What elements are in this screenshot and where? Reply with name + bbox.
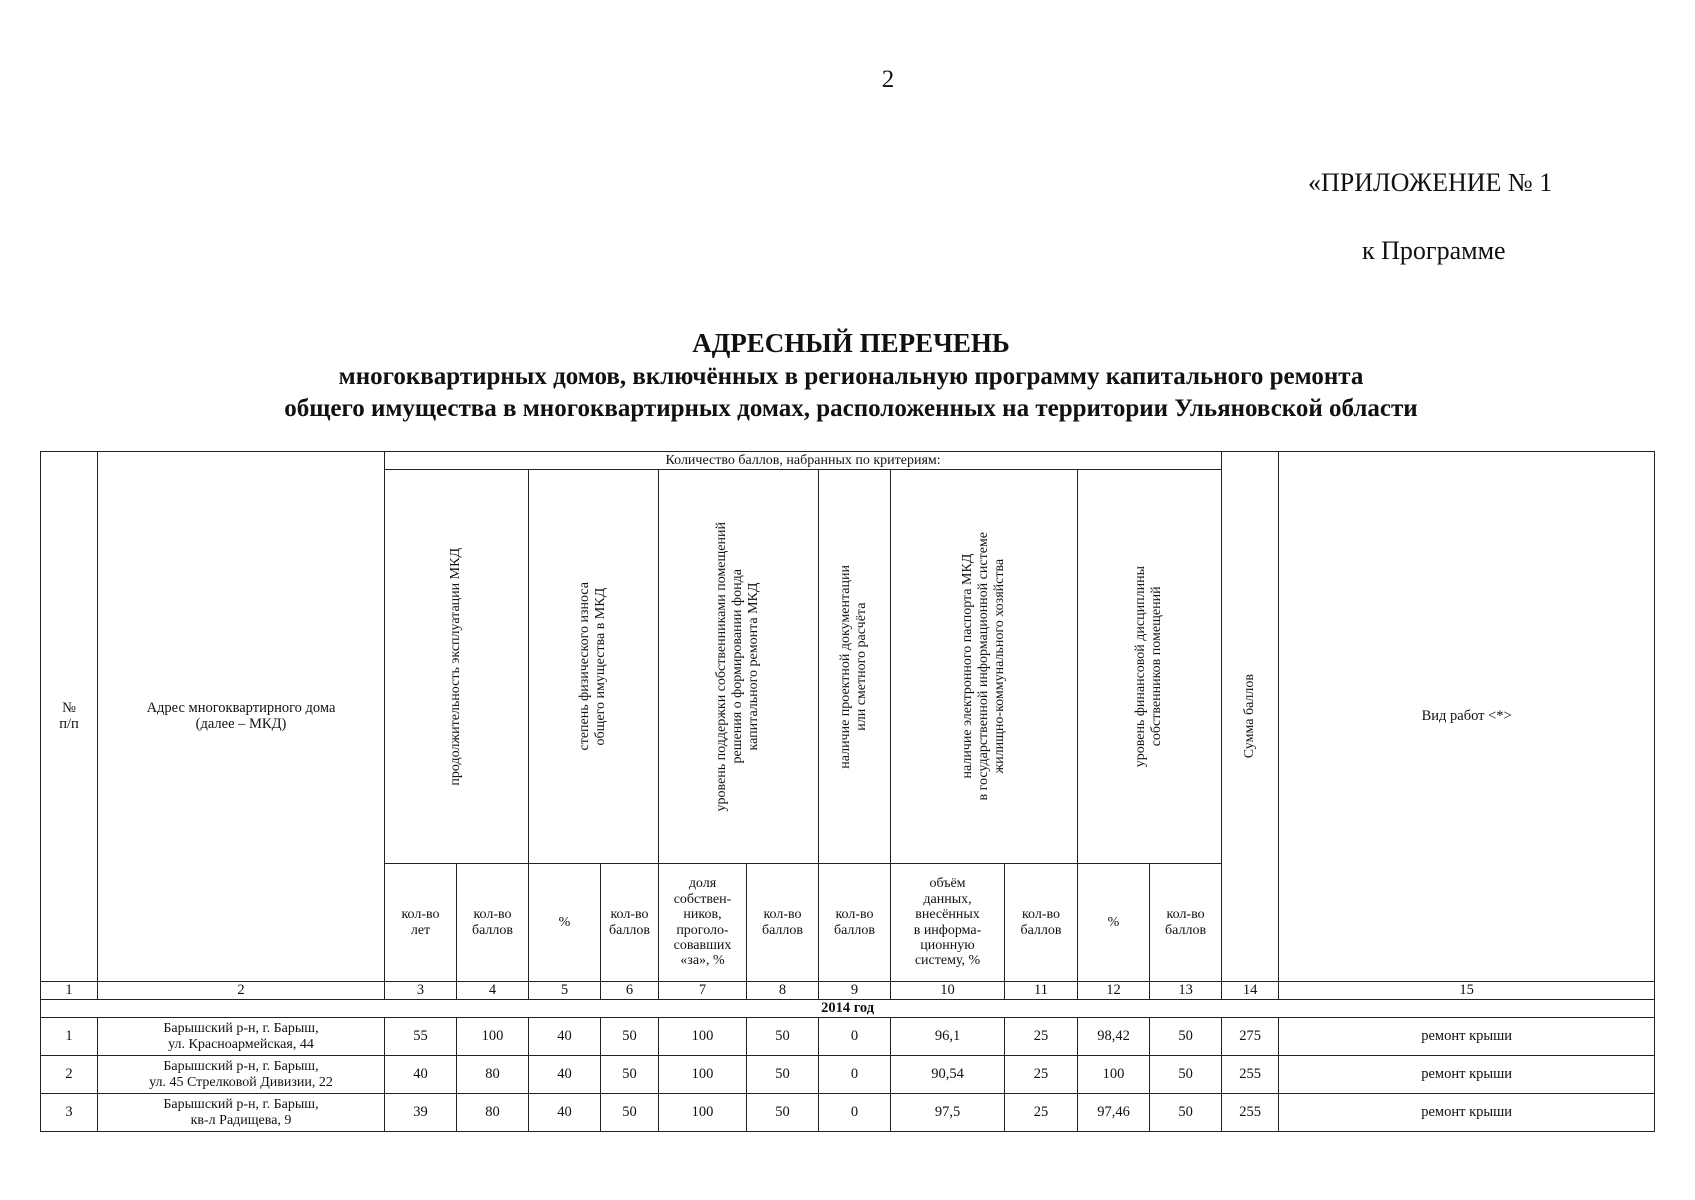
cell-passport-score: 25	[1005, 1018, 1078, 1056]
cell-wear-score: 50	[601, 1094, 659, 1132]
row-number: 1	[41, 1018, 98, 1056]
header-sum	[1222, 452, 1279, 982]
sub-header: %	[1078, 864, 1150, 982]
cell-owners-percent: 100	[659, 1018, 747, 1056]
cell-docs-score: 0	[819, 1018, 891, 1056]
cell-discipline-percent: 98,42	[1078, 1018, 1150, 1056]
cell-work-type: ремонт крыши	[1279, 1094, 1655, 1132]
row-address: Барышский р-н, г. Барыш, ул. 45 Стрелковой Дивизии, 22	[98, 1056, 385, 1094]
sub-header: кол-во баллов	[819, 864, 891, 982]
column-number: 2	[98, 982, 385, 1000]
column-number: 6	[601, 982, 659, 1000]
column-number: 11	[1005, 982, 1078, 1000]
criterion-electronic-passport-text: наличие электронного паспорта МКД в государственной информационной системе жилищно-коммунального хозяйства	[959, 532, 1008, 801]
column-number: 12	[1078, 982, 1150, 1000]
criterion-project-docs	[819, 470, 891, 864]
cell-passport-percent: 90,54	[891, 1056, 1005, 1094]
column-number: 14	[1222, 982, 1279, 1000]
page-number: 2	[881, 66, 895, 93]
criterion-project-docs-text: наличие проектной документации или сметного расчёта	[838, 564, 870, 769]
criterion-financial-discipline-text: уровень финансовой дисциплины собственников помещений	[1133, 565, 1165, 768]
cell-wear-score: 50	[601, 1056, 659, 1094]
cell-owners-score: 50	[747, 1018, 819, 1056]
criterion-owner-support-text: уровень поддержки собственниками помещений решения о формировании фонда капитального ремонта МКД	[714, 521, 762, 812]
row-address: Барышский р-н, г. Барыш, кв-л Радищева, 9	[98, 1094, 385, 1132]
header-row-group	[41, 452, 1655, 470]
cell-years: 55	[385, 1018, 457, 1056]
column-number: 9	[819, 982, 891, 1000]
cell-wear-percent: 40	[529, 1056, 601, 1094]
criterion-financial-discipline	[1078, 470, 1222, 864]
table-row	[41, 1094, 1655, 1132]
column-number: 7	[659, 982, 747, 1000]
column-number: 1	[41, 982, 98, 1000]
cell-passport-percent: 97,5	[891, 1094, 1005, 1132]
column-number: 8	[747, 982, 819, 1000]
cell-years: 40	[385, 1056, 457, 1094]
sub-header: кол-во баллов	[601, 864, 659, 982]
cell-wear-percent: 40	[529, 1094, 601, 1132]
sub-header: кол-во лет	[385, 864, 457, 982]
cell-years: 39	[385, 1094, 457, 1132]
cell-years-score: 80	[457, 1094, 529, 1132]
cell-years-score: 80	[457, 1056, 529, 1094]
column-number: 13	[1150, 982, 1222, 1000]
table-row	[41, 1056, 1655, 1094]
document-subtitle-line2: общего имущества в многоквартирных домах, расположенных на территории Ульяновской области	[284, 395, 1418, 422]
row-address: Барышский р-н, г. Барыш, ул. Красноармейская, 44	[98, 1018, 385, 1056]
cell-discipline-score: 50	[1150, 1094, 1222, 1132]
cell-wear-percent: 40	[529, 1018, 601, 1056]
cell-years-score: 100	[457, 1018, 529, 1056]
sub-header: кол-во баллов	[1005, 864, 1078, 982]
criterion-owner-support	[659, 470, 819, 864]
sub-header: кол-во баллов	[1150, 864, 1222, 982]
cell-wear-score: 50	[601, 1018, 659, 1056]
year-row	[41, 1000, 1655, 1018]
cell-sum: 255	[1222, 1094, 1279, 1132]
column-number: 5	[529, 982, 601, 1000]
cell-owners-score: 50	[747, 1056, 819, 1094]
sub-header: объём данных, внесённых в информа- ционную систему, %	[891, 864, 1005, 982]
column-number: 4	[457, 982, 529, 1000]
sub-header: %	[529, 864, 601, 982]
cell-sum: 255	[1222, 1056, 1279, 1094]
header-work-type: Вид работ <*>	[1279, 452, 1655, 982]
criterion-physical-wear-text: степень физического износа общего имущества в МКД	[577, 582, 609, 751]
document-subtitle-line1: многоквартирных домов, включённых в региональную программу капитального ремонта	[338, 363, 1364, 390]
cell-owners-percent: 100	[659, 1056, 747, 1094]
cell-owners-score: 50	[747, 1094, 819, 1132]
cell-docs-score: 0	[819, 1094, 891, 1132]
cell-passport-score: 25	[1005, 1056, 1078, 1094]
cell-work-type: ремонт крыши	[1279, 1018, 1655, 1056]
cell-discipline-percent: 97,46	[1078, 1094, 1150, 1132]
cell-sum: 275	[1222, 1018, 1279, 1056]
criterion-electronic-passport	[891, 470, 1078, 864]
table-row	[41, 1018, 1655, 1056]
header-sum-text: Сумма баллов	[1242, 674, 1258, 759]
header-num: № п/п	[41, 452, 98, 982]
appendix-label: «ПРИЛОЖЕНИЕ № 1	[1308, 168, 1553, 197]
row-number: 3	[41, 1094, 98, 1132]
cell-discipline-score: 50	[1150, 1056, 1222, 1094]
header-address: Адрес многоквартирного дома (далее – МКД)	[98, 452, 385, 982]
address-list-table	[40, 451, 1655, 1132]
cell-discipline-percent: 100	[1078, 1056, 1150, 1094]
cell-discipline-score: 50	[1150, 1018, 1222, 1056]
cell-owners-percent: 100	[659, 1094, 747, 1132]
column-number: 15	[1279, 982, 1655, 1000]
column-number: 10	[891, 982, 1005, 1000]
criterion-operation-duration-text: продолжительность эксплуатации МКД	[448, 547, 464, 786]
column-number: 3	[385, 982, 457, 1000]
row-number: 2	[41, 1056, 98, 1094]
cell-work-type: ремонт крыши	[1279, 1056, 1655, 1094]
header-criteria-group: Количество баллов, набранных по критериям:	[385, 452, 1222, 470]
criterion-operation-duration	[385, 470, 529, 864]
sub-header: кол-во баллов	[747, 864, 819, 982]
year-label: 2014 год	[41, 1000, 1655, 1018]
sub-header: доля собствен- ников, проголо- совавших «за», %	[659, 864, 747, 982]
cell-passport-score: 25	[1005, 1094, 1078, 1132]
criterion-physical-wear	[529, 470, 659, 864]
cell-docs-score: 0	[819, 1056, 891, 1094]
cell-passport-percent: 96,1	[891, 1018, 1005, 1056]
sub-header: кол-во баллов	[457, 864, 529, 982]
to-program-label: к Программе	[1362, 236, 1506, 265]
document-title: АДРЕСНЫЙ ПЕРЕЧЕНЬ	[692, 328, 1010, 358]
column-number-row	[41, 982, 1655, 1000]
